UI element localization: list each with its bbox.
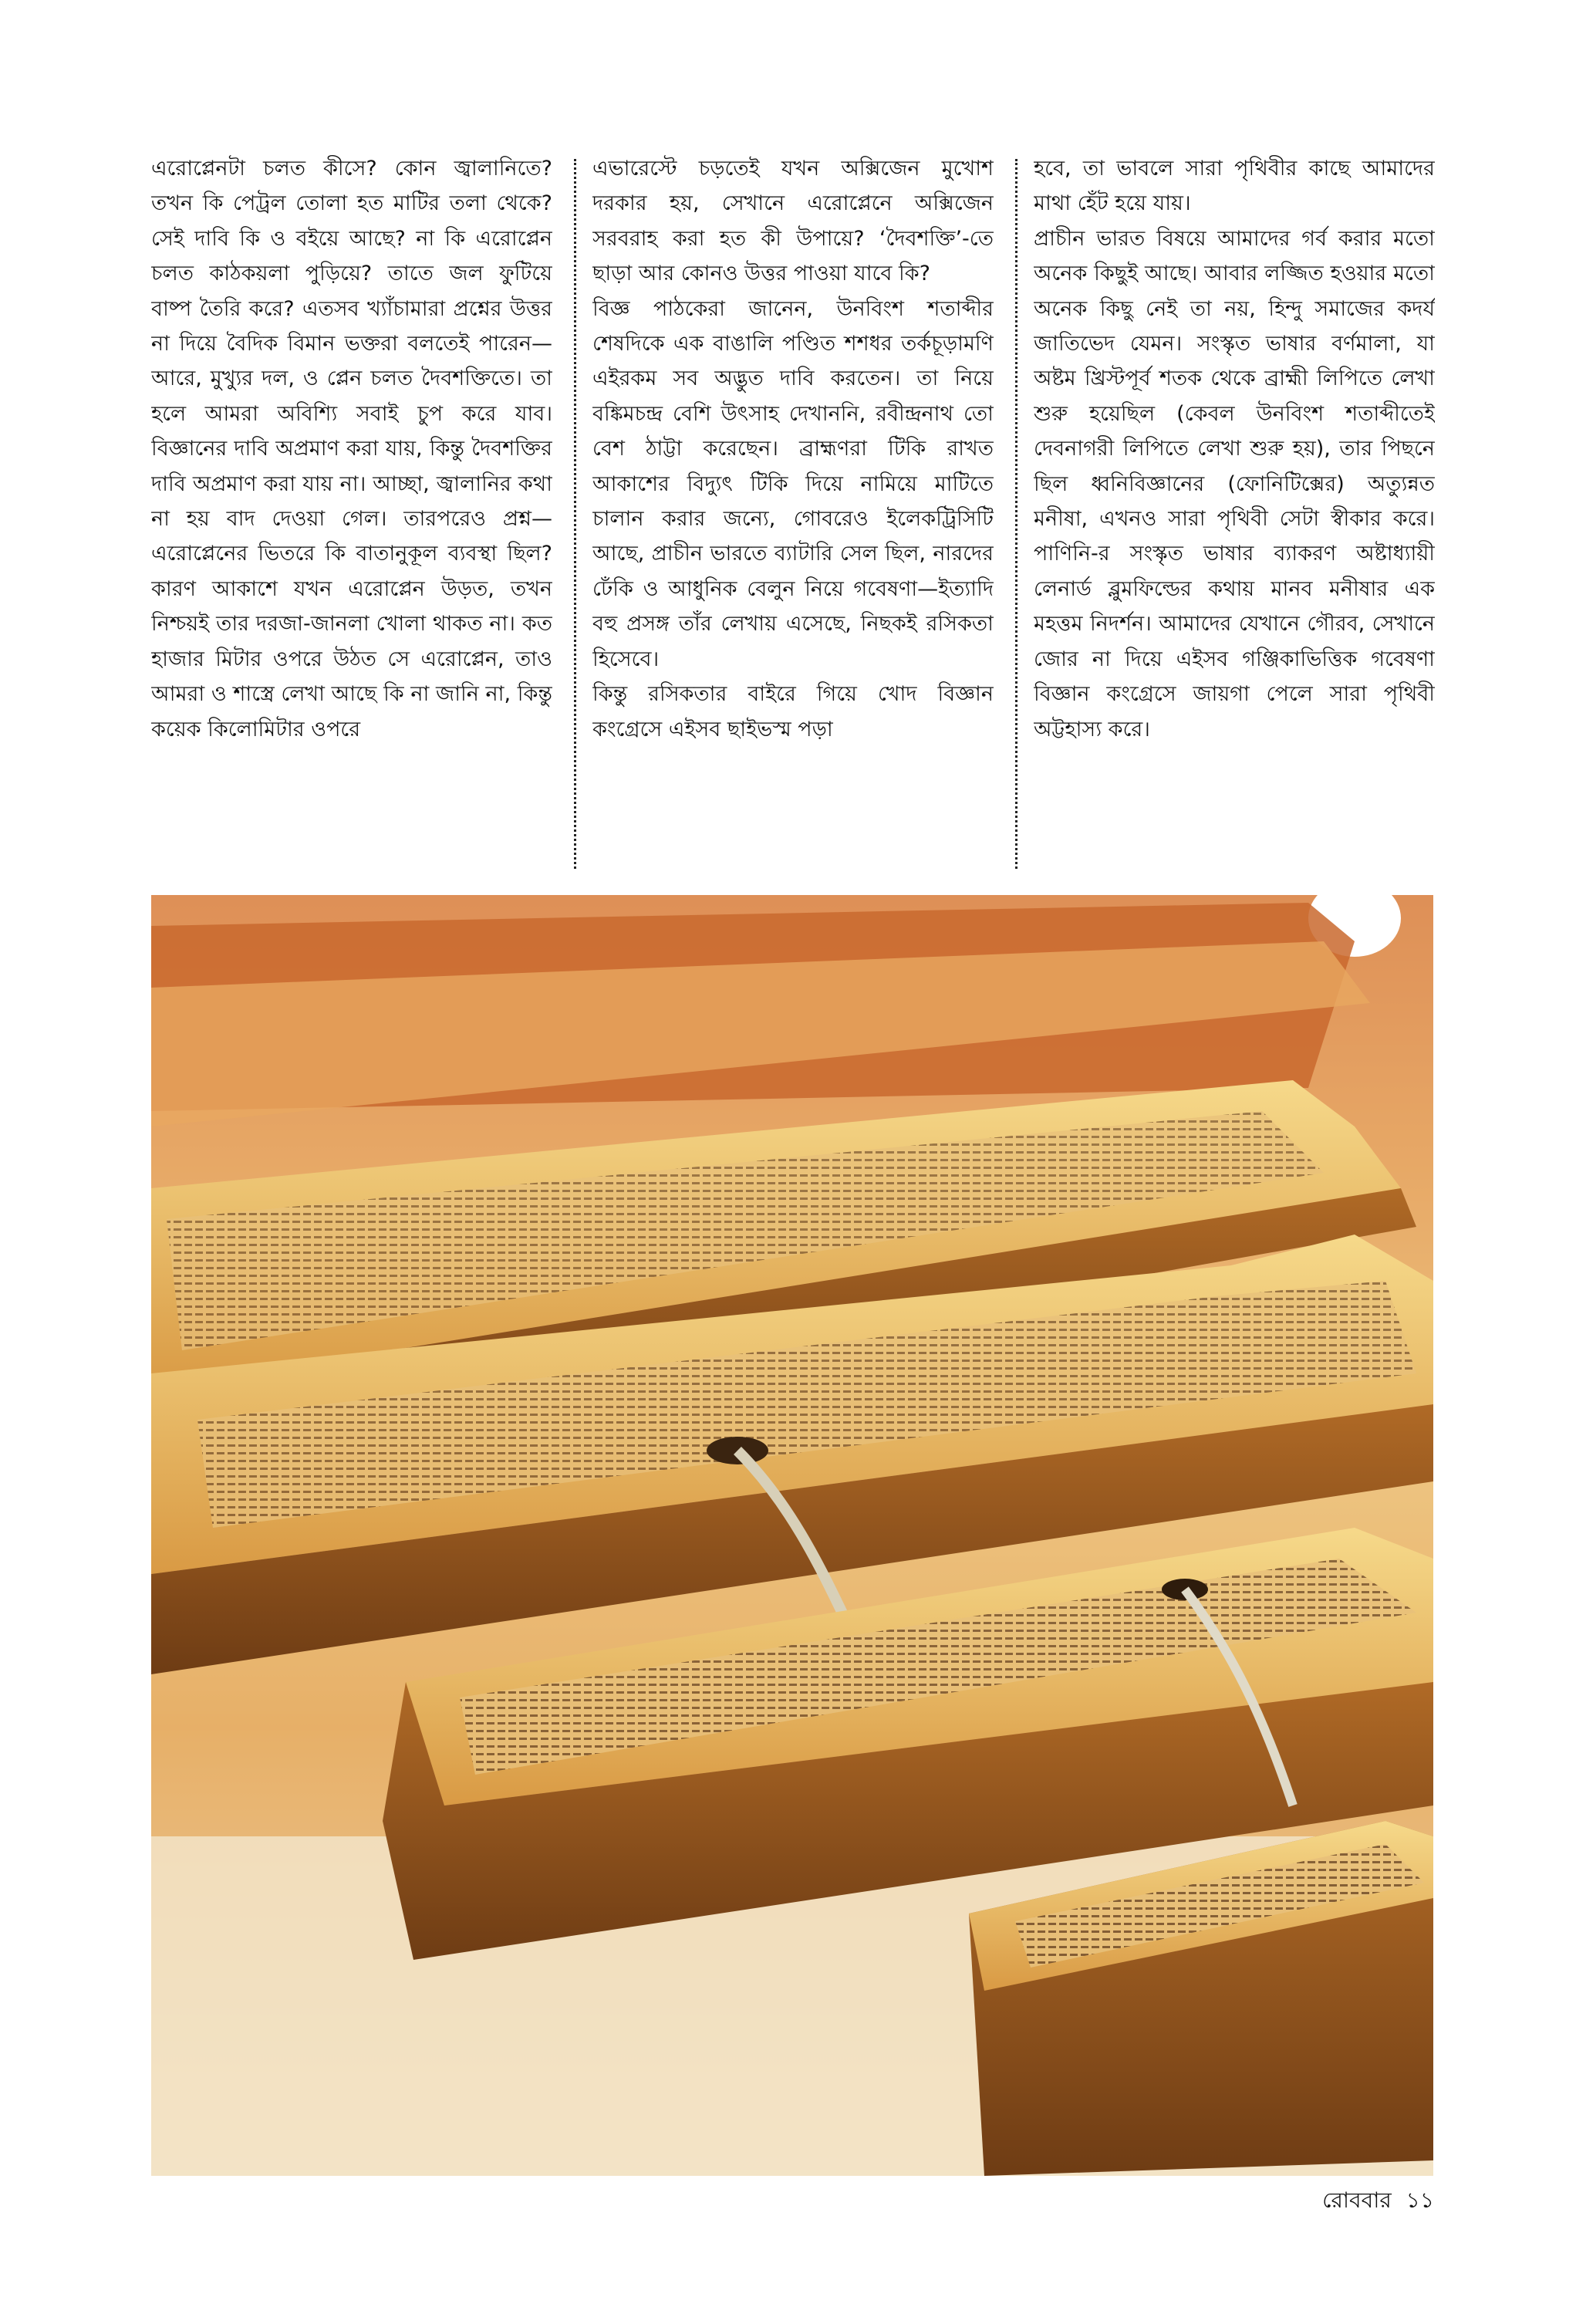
- page-footer: [1314, 2184, 1434, 2220]
- column-divider-2: [1015, 159, 1017, 869]
- article-columns: [151, 151, 1433, 892]
- column-divider-1: [574, 159, 576, 869]
- article-column-3: হবে, তা ভাবলে সারা পৃথিবীর কাছে আমাদের মাথা হেঁট হয়ে যায়। প্রাচীন ভারত বিষয়ে আমাদের গর্ব করার মতো অনেক কিছুই আছে। আবার লজ্জিত হওয়ার মতো অনেক কিছু নেই তা নয়, হিন্দু সমাজের কদর্য জাতিভেদ যেমন। সংস্কৃত ভাষার বর্ণমালা, যা অষ্টম খ্রিস্টপূর্ব শতক থেকে ব্রাহ্মী লিপিতে লেখা শুরু হয়েছিল (কেবল উনবিংশ শতাব্দীতেই দেবনাগরী লিপিতে লেখা শুরু হয়), তার পিছনে ছিল ধ্বনিবিজ্ঞানের (ফোনিটিক্সের) অত্যুন্নত মনীষা, এখনও সারা পৃথিবী সেটা স্বীকার করে। পাণিনি-র সংস্কৃত ভাষার ব্যাকরণ অষ্টাধ্যায়ী লেনার্ড ব্লুমফিল্ডের কথায় মানব মনীষার এক মহত্তম নিদর্শন। আমাদের যেখানে গৌরব, সেখানে জোর না দিয়ে এইসব গঞ্জিকাভিত্তিক গবেষণা বিজ্ঞান কংগ্রেসে জায়গা পেলে সারা পৃথিবী অট্টহাস্য করে।: [1034, 157, 1435, 741]
- page-number: ১১: [1406, 2187, 1434, 2213]
- palm-leaf-manuscripts-illustration: [151, 895, 1433, 2176]
- article-column-2: এভারেস্টে চড়তেই যখন অক্সিজেন মুখোশ দরকার হয়, সেখানে এরোপ্লেনে অক্সিজেন সরবরাহ করা হত কী উপায়ে? ‘দৈবশক্তি’-তে ছাড়া আর কোনও উত্তর পাওয়া যাবে কি? বিজ্ঞ পাঠকেরা জানেন, উনবিংশ শতাব্দীর শেষদিকে এক বাঙালি পণ্ডিত শশধর তর্কচূড়ামণি এইরকম সব অদ্ভুত দাবি করতেন। তা নিয়ে বঙ্কিমচন্দ্র বেশি উৎসাহ দেখাননি, রবীন্দ্রনাথ তো বেশ ঠাট্টা করেছেন। ব্রাহ্মণরা টিকি রাখত আকাশের বিদ্যুৎ টিকি দিয়ে নামিয়ে মাটিতে চালান করার জন্যে, গোবরেও ইলেকট্রিসিটি আছে, প্রাচীন ভারতে ব্যাটারি সেল ছিল, নারদের ঢেঁকি ও আধুনিক বেলুন নিয়ে গবেষণা—ইত্যাদি বহু প্রসঙ্গ তাঁর লেখায় এসেছে, নিছকই রসিকতা হিসেবে। কিন্তু রসিকতার বাইরে গিয়ে খোদ বিজ্ঞান কংগ্রেসে এইসব ছাইভস্ম পড়া: [592, 157, 994, 741]
- manuscript-photo: [151, 895, 1433, 2176]
- magazine-name: রোববার: [1322, 2187, 1392, 2213]
- article-column-1: এরোপ্লেনটা চলত কীসে? কোন জ্বালানিতে? তখন কি পেট্রল তোলা হত মাটির তলা থেকে? সেই দাবি কি ও বইয়ে আছে? না কি এরোপ্লেন চলত কাঠকয়লা পুড়িয়ে? তাতে জল ফুটিয়ে বাষ্প তৈরি করে? এতসব খ্যাঁচামারা প্রশ্নের উত্তর না দিয়ে বৈদিক বিমান ভক্তরা বলতেই পারেন—আরে, মুখ্যুর দল, ও প্লেন চলত দৈবশক্তিতে। তা হলে আমরা অবিশ্যি সবাই চুপ করে যাব। বিজ্ঞানের দাবি অপ্রমাণ করা যায়, কিন্তু দৈবশক্তির দাবি অপ্রমাণ করা যায় না। আচ্ছা, জ্বালানির কথা না হয় বাদ দেওয়া গেল। তারপরেও প্রশ্ন—এরোপ্লেনের ভিতরে কি বাতানুকূল ব্যবস্থা ছিল? কারণ আকাশে যখন এরোপ্লেন উড়ত, তখন নিশ্চয়ই তার দরজা-জানলা খোলা থাকত না। কত হাজার মিটার ওপরে উঠত সে এরোপ্লেন, তাও আমরা ও শাস্ত্রে লেখা আছে কি না জানি না, কিন্তু কয়েক কিলোমিটার ওপরে: [151, 157, 552, 741]
